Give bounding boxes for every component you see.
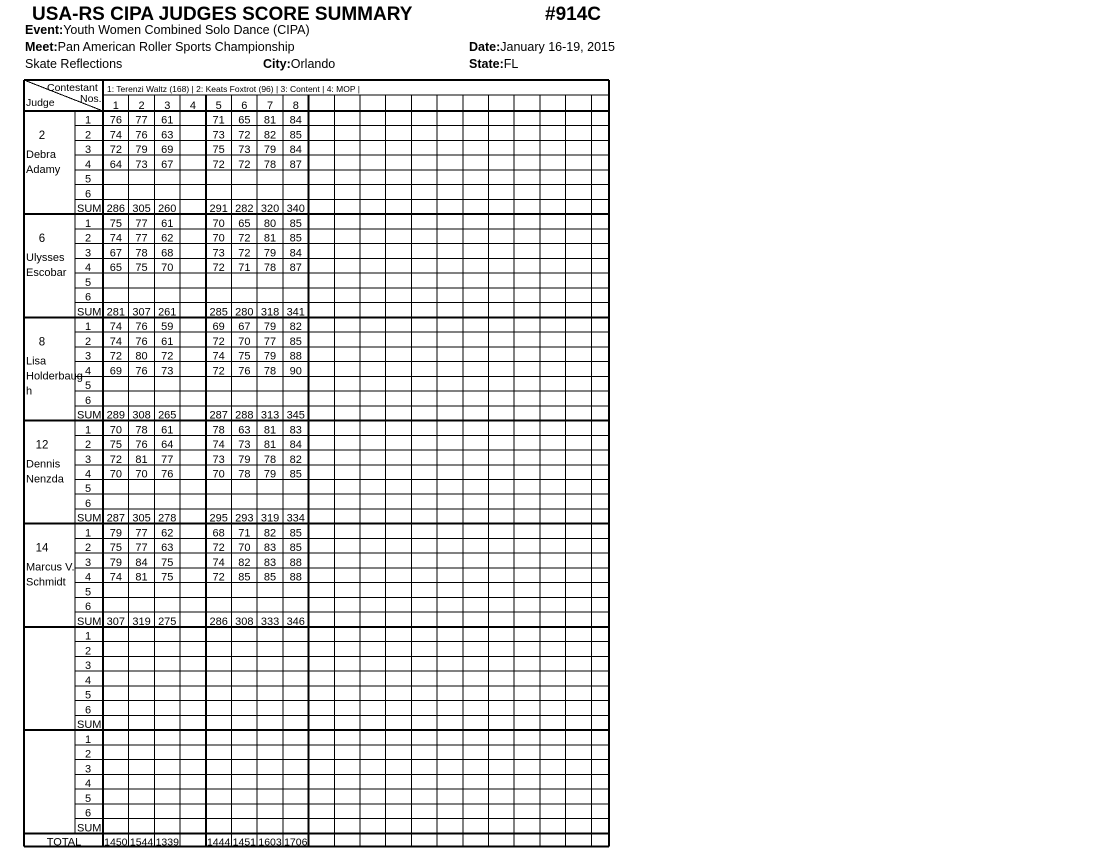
sum-cell: 289 — [106, 409, 126, 422]
sum-cell: 313 — [260, 409, 280, 422]
judge-name: Lisa — [26, 355, 47, 368]
sum-cell: 281 — [106, 306, 126, 319]
row-label: 2 — [84, 748, 92, 761]
report-code: #914C — [545, 4, 601, 25]
score-cell: 70 — [212, 217, 225, 230]
score-cell: 75 — [212, 144, 225, 157]
sum-cell: 295 — [209, 512, 228, 525]
score-cell: 78 — [263, 365, 277, 378]
score-cell: 83 — [263, 556, 277, 569]
judge-name: Nenzda — [26, 473, 64, 486]
sum-cell: 334 — [286, 512, 305, 525]
score-cell: 72 — [109, 144, 122, 157]
total-cell: 1706 — [284, 836, 308, 849]
score-cell: 79 — [263, 247, 277, 260]
sum-cell: 319 — [260, 512, 280, 525]
judge-name: Marcus V. — [26, 561, 75, 574]
row-label: 3 — [84, 350, 92, 363]
score-cell: 72 — [212, 571, 225, 584]
row-label: 2 — [84, 129, 92, 142]
row-label: 5 — [84, 483, 92, 496]
sum-cell: 340 — [286, 203, 305, 216]
score-cell: 70 — [161, 262, 174, 275]
sum-cell: 341 — [286, 306, 305, 319]
score-cell: 77 — [135, 114, 148, 127]
score-cell: 74 — [109, 335, 122, 348]
column-header: 2 — [138, 100, 145, 112]
score-cell: 77 — [135, 542, 148, 555]
sum-label: SUM — [77, 615, 102, 628]
row-label: 2 — [84, 232, 92, 245]
score-cell: 77 — [135, 527, 148, 540]
row-label: 6 — [84, 291, 92, 304]
score-cell: 85 — [289, 527, 302, 540]
score-cell: 67 — [161, 158, 174, 171]
score-cell: 73 — [135, 158, 148, 171]
score-cell: 79 — [109, 527, 122, 540]
score-cell: 61 — [161, 217, 174, 230]
score-cell: 73 — [238, 144, 251, 157]
score-cell: 85 — [289, 542, 302, 555]
score-cell: 82 — [263, 527, 277, 540]
judge-name: Schmidt — [26, 576, 66, 589]
judge-number: 6 — [38, 233, 46, 246]
row-label: 1 — [84, 424, 92, 437]
score-cell: 75 — [135, 262, 148, 275]
score-cell: 75 — [238, 350, 251, 363]
score-cell: 77 — [161, 453, 174, 466]
judge-name: Dennis — [26, 458, 61, 471]
judge-name: Ulysses — [26, 252, 65, 265]
judge-name: Escobar — [26, 267, 67, 280]
sum-cell: 286 — [106, 203, 126, 216]
score-cell: 82 — [263, 129, 277, 142]
sum-cell: 318 — [260, 306, 280, 319]
total-label: TOTAL — [46, 836, 82, 849]
report-title: USA-RS CIPA JUDGES SCORE SUMMARY — [32, 4, 413, 25]
score-cell: 80 — [263, 217, 277, 230]
sum-cell: 307 — [106, 615, 126, 628]
row-label: 6 — [84, 497, 92, 510]
score-cell: 73 — [161, 365, 174, 378]
row-label: 5 — [84, 792, 92, 805]
sum-cell: 260 — [158, 203, 177, 216]
score-cell: 72 — [161, 350, 174, 363]
score-cell: 78 — [238, 468, 251, 481]
score-cell: 72 — [238, 247, 251, 260]
score-cell: 85 — [289, 468, 302, 481]
column-header: 5 — [215, 100, 222, 112]
row-label: 6 — [84, 704, 92, 717]
score-cell: 84 — [289, 114, 302, 127]
row-label: 5 — [84, 380, 92, 393]
score-cell: 77 — [263, 335, 277, 348]
score-cell: 76 — [161, 468, 174, 481]
column-header: 8 — [292, 100, 299, 112]
sum-label: SUM — [77, 409, 102, 422]
score-cell: 79 — [109, 556, 122, 569]
sum-cell: 319 — [132, 615, 151, 628]
score-cell: 75 — [161, 556, 174, 569]
sum-cell: 278 — [158, 512, 177, 525]
score-cell: 71 — [212, 114, 225, 127]
score-cell: 72 — [212, 365, 225, 378]
score-cell: 79 — [263, 350, 277, 363]
column-header: 4 — [189, 100, 197, 112]
row-label: 4 — [84, 571, 92, 584]
total-cell: 1339 — [155, 836, 179, 849]
judge-number: 2 — [38, 130, 46, 142]
score-cell: 71 — [238, 527, 251, 540]
sum-cell: 320 — [260, 203, 280, 216]
score-cell: 75 — [109, 217, 122, 230]
event-value: Youth Women Combined Solo Dance (CIPA) — [63, 23, 310, 37]
score-cell: 72 — [212, 262, 225, 275]
score-cell: 64 — [109, 158, 122, 171]
corner-contestant-label: Contestant — [47, 82, 98, 94]
judge-number: 8 — [38, 336, 46, 349]
corner-nos-label: Nos. — [80, 93, 102, 105]
score-cell: 82 — [289, 321, 302, 334]
score-cell: 88 — [289, 350, 302, 363]
score-cell: 82 — [238, 556, 251, 569]
score-cell: 72 — [212, 335, 225, 348]
score-cell: 62 — [161, 527, 174, 540]
sum-cell: 308 — [132, 409, 151, 422]
sum-cell: 285 — [209, 306, 228, 319]
score-cell: 61 — [161, 424, 174, 437]
score-cell: 70 — [238, 542, 251, 555]
state-value: FL — [503, 57, 519, 71]
sum-cell: 346 — [286, 615, 305, 628]
judge-name: Holderbaug — [26, 370, 83, 383]
score-cell: 76 — [135, 321, 148, 334]
score-cell: 76 — [135, 129, 148, 142]
score-cell: 75 — [109, 439, 122, 452]
row-label: 2 — [84, 439, 92, 452]
sum-cell: 265 — [158, 409, 177, 422]
score-cell: 63 — [161, 542, 174, 555]
sum-label: SUM — [77, 512, 102, 525]
score-cell: 71 — [238, 262, 251, 275]
judge-number: 12 — [35, 439, 49, 452]
row-label: 4 — [84, 778, 92, 791]
row-label: 3 — [84, 247, 92, 260]
sum-label: SUM — [77, 306, 102, 319]
score-cell: 87 — [289, 262, 302, 275]
score-cell: 78 — [212, 424, 225, 437]
row-label: 3 — [84, 453, 92, 466]
total-cell: 1444 — [206, 836, 231, 849]
score-cell: 74 — [212, 556, 225, 569]
score-cell: 76 — [135, 335, 148, 348]
sum-cell: 261 — [158, 306, 177, 319]
sum-cell: 305 — [132, 512, 151, 525]
score-cell: 84 — [289, 144, 302, 157]
score-cell: 81 — [263, 439, 277, 452]
score-cell: 70 — [212, 468, 225, 481]
score-cell: 72 — [238, 129, 251, 142]
score-cell: 63 — [238, 424, 251, 437]
city-value: Orlando — [290, 57, 336, 71]
score-cell: 81 — [263, 114, 277, 127]
score-cell: 78 — [263, 158, 277, 171]
score-cell: 73 — [212, 129, 225, 142]
score-cell: 84 — [135, 556, 148, 569]
sum-label: SUM — [77, 822, 102, 835]
score-cell: 65 — [109, 262, 122, 275]
score-cell: 80 — [135, 350, 148, 363]
score-cell: 81 — [263, 232, 277, 245]
score-cell: 85 — [238, 571, 251, 584]
score-cell: 72 — [212, 158, 225, 171]
sum-cell: 345 — [286, 409, 305, 422]
score-cell: 81 — [135, 453, 148, 466]
score-cell: 72 — [238, 158, 251, 171]
row-label: 5 — [84, 689, 92, 702]
score-cell: 69 — [161, 144, 174, 157]
total-cell: 1603 — [258, 836, 282, 849]
row-label: 1 — [84, 630, 92, 643]
score-cell: 69 — [109, 365, 122, 378]
score-cell: 69 — [212, 321, 225, 334]
score-cell: 90 — [289, 365, 302, 378]
row-label: 2 — [84, 645, 92, 658]
score-cell: 85 — [289, 232, 302, 245]
row-label: 1 — [84, 217, 92, 230]
row-label: 4 — [84, 158, 92, 171]
score-cell: 64 — [161, 439, 174, 452]
score-cell: 68 — [161, 247, 174, 260]
sum-cell: 287 — [106, 512, 126, 525]
club-name: Skate Reflections — [25, 57, 123, 71]
score-cell: 70 — [109, 424, 122, 437]
score-cell: 83 — [289, 424, 302, 437]
score-cell: 76 — [238, 365, 251, 378]
score-cell: 85 — [263, 571, 277, 584]
score-cell: 88 — [289, 571, 302, 584]
score-cell: 72 — [238, 232, 251, 245]
row-label: 1 — [84, 527, 92, 540]
total-cell: 1451 — [232, 836, 257, 849]
row-label: 6 — [84, 601, 92, 614]
score-cell: 77 — [135, 217, 148, 230]
score-cell: 76 — [135, 439, 148, 452]
score-cell: 73 — [212, 453, 225, 466]
score-cell: 74 — [109, 571, 122, 584]
sum-cell: 291 — [209, 203, 228, 216]
total-cell: 1544 — [129, 836, 154, 849]
score-cell: 79 — [263, 144, 277, 157]
column-header: 1 — [112, 100, 119, 112]
row-label: 3 — [84, 763, 92, 776]
dance-legend: 1: Terenzi Waltz (168) | 2: Keats Foxtrot (96) | 3: Content | 4: MOP | — [107, 84, 360, 94]
score-cell: 84 — [289, 439, 302, 452]
event-label: Event: — [25, 23, 64, 37]
sum-cell: 333 — [260, 615, 280, 628]
meet-label: Meet: — [25, 40, 58, 54]
sum-cell: 288 — [235, 409, 254, 422]
score-cell: 87 — [289, 158, 302, 171]
sum-cell: 286 — [209, 615, 228, 628]
score-cell: 67 — [238, 321, 251, 334]
meet-value: Pan American Roller Sports Championship — [57, 40, 295, 54]
row-label: 5 — [84, 276, 92, 289]
score-cell: 83 — [263, 542, 277, 555]
score-cell: 65 — [238, 114, 251, 127]
score-cell: 74 — [109, 129, 122, 142]
score-cell: 74 — [212, 350, 225, 363]
sum-cell: 275 — [158, 615, 177, 628]
score-cell: 74 — [109, 232, 122, 245]
score-cell: 84 — [289, 247, 302, 260]
score-cell: 70 — [135, 468, 148, 481]
column-header: 7 — [266, 100, 274, 112]
sum-label: SUM — [77, 203, 102, 216]
row-label: 3 — [84, 144, 92, 157]
row-label: 4 — [84, 674, 92, 687]
sum-cell: 287 — [209, 409, 228, 422]
score-cell: 85 — [289, 217, 302, 230]
row-label: 2 — [84, 335, 92, 348]
row-label: 6 — [84, 394, 92, 407]
date-label: Date: — [469, 40, 501, 54]
score-cell: 73 — [212, 247, 225, 260]
score-cell: 70 — [238, 335, 251, 348]
sum-cell: 308 — [235, 615, 254, 628]
row-label: 4 — [84, 262, 92, 275]
score-cell: 62 — [161, 232, 174, 245]
sum-cell: 305 — [132, 203, 151, 216]
row-label: 4 — [84, 365, 92, 378]
score-cell: 75 — [109, 542, 122, 555]
score-cell: 78 — [263, 262, 277, 275]
score-cell: 81 — [263, 424, 277, 437]
column-header: 6 — [241, 100, 248, 112]
judge-name: h — [26, 385, 33, 398]
judge-name: Debra — [26, 149, 56, 161]
total-cell: 1450 — [104, 836, 128, 849]
column-header: 3 — [164, 100, 171, 112]
sum-cell: 280 — [235, 306, 254, 319]
date-value: January 16-19, 2015 — [500, 40, 615, 54]
score-cell: 79 — [135, 144, 148, 157]
score-cell: 78 — [263, 453, 277, 466]
score-cell: 70 — [109, 468, 122, 481]
score-cell: 72 — [109, 350, 122, 363]
score-cell: 82 — [289, 453, 302, 466]
row-label: 1 — [84, 321, 92, 334]
score-cell: 79 — [263, 321, 277, 334]
score-cell: 72 — [109, 453, 122, 466]
score-cell: 63 — [161, 129, 174, 142]
row-label: 1 — [84, 114, 92, 127]
score-cell: 74 — [109, 321, 122, 334]
score-cell: 68 — [212, 527, 225, 540]
sum-cell: 307 — [132, 306, 151, 319]
row-label: 3 — [84, 556, 92, 569]
score-cell: 61 — [161, 335, 174, 348]
score-cell: 85 — [289, 335, 302, 348]
score-cell: 70 — [212, 232, 225, 245]
state-label: State: — [469, 57, 504, 71]
row-label: 3 — [84, 660, 92, 673]
row-label: 5 — [84, 173, 92, 186]
score-cell: 81 — [135, 571, 148, 584]
score-cell: 75 — [161, 571, 174, 584]
score-cell: 59 — [161, 321, 174, 334]
row-label: 5 — [84, 586, 92, 599]
sum-cell: 282 — [235, 203, 254, 216]
city-label: City: — [263, 57, 291, 71]
row-label: 1 — [84, 733, 92, 746]
score-cell: 78 — [135, 424, 148, 437]
score-cell: 79 — [238, 453, 251, 466]
row-label: 6 — [84, 807, 92, 820]
score-cell: 72 — [212, 542, 225, 555]
judge-number: 14 — [35, 542, 49, 555]
sum-cell: 293 — [235, 512, 254, 525]
judge-name: Adamy — [26, 164, 61, 176]
score-cell: 88 — [289, 556, 302, 569]
score-cell: 74 — [212, 439, 225, 452]
score-cell: 79 — [263, 468, 277, 481]
score-cell: 78 — [135, 247, 148, 260]
score-cell: 76 — [135, 365, 148, 378]
score-cell: 76 — [109, 114, 122, 127]
score-cell: 85 — [289, 129, 302, 142]
score-cell: 77 — [135, 232, 148, 245]
row-label: 4 — [84, 468, 92, 481]
score-cell: 67 — [109, 247, 122, 260]
sum-label: SUM — [77, 719, 102, 732]
score-cell: 61 — [161, 114, 174, 127]
row-label: 2 — [84, 542, 92, 555]
score-cell: 73 — [238, 439, 251, 452]
corner-judge-label: Judge — [26, 97, 55, 109]
score-cell: 65 — [238, 217, 251, 230]
row-label: 6 — [84, 188, 92, 201]
